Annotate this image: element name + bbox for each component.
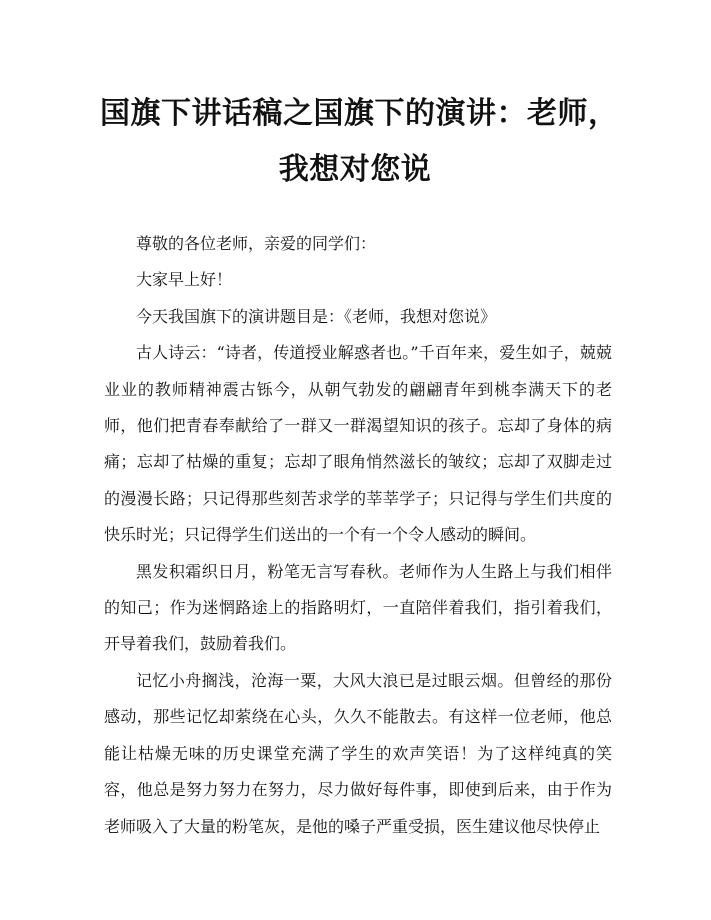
topic-paragraph: 今天我国旗下的演讲题目是：《老师，我想对您说》: [136, 306, 497, 326]
body-paragraph: 黑发积霜织日月，粉笔无言写春秋。老师作为人生路上与我们相伴的知己；作为迷惘路途上的指路明灯，一直陪伴着我们，指引着我们，开导着我们，鼓励着我们。: [104, 561, 612, 654]
greeting-paragraph: 大家早上好！: [136, 270, 233, 290]
body-paragraph: 记忆小舟搁浅，沧海一粟，大风大浪已是过眼云烟。但曾经的那份感动，那些记忆却萦绕在心头，久久不能散去。有这样一位老师，他总能让枯燥无味的历史课堂充满了学生的欢声笑语！为了这样纯真的笑容，他总是努力努力在努力，尽力做好每件事，即使到后来，由于作为老师吸入了大量的粉笔灰，是他的嗓子严重受损，医生建议他尽快停止: [104, 670, 612, 836]
body-paragraph: 古人诗云：“诗者，传道授业解惑者也。”千百年来，爱生如子，兢兢业业的教师精神震古铄今，从朝气勃发的翩翩青年到桃李满天下的老师，他们把青春奉献给了一群又一群渴望知识的孩子。忘却了身体的病痛；忘却了枯燥的重复；忘却了眼角悄然滋长的皱纹；忘却了双脚走过的漫漫长路；只记得那些刻苦求学的莘莘学子；只记得与学生们共度的快乐时光；只记得学生们送出的一个有一个令人感动的瞬间。: [104, 343, 612, 545]
document-body: [104, 226, 612, 845]
document-title-line-2: 我想对您说: [278, 152, 432, 187]
document-title-line-1: 国旗下讲话稿之国旗下的演讲：老师，: [100, 96, 619, 131]
salutation-paragraph: 尊敬的各位老师，亲爱的同学们：: [136, 234, 377, 253]
